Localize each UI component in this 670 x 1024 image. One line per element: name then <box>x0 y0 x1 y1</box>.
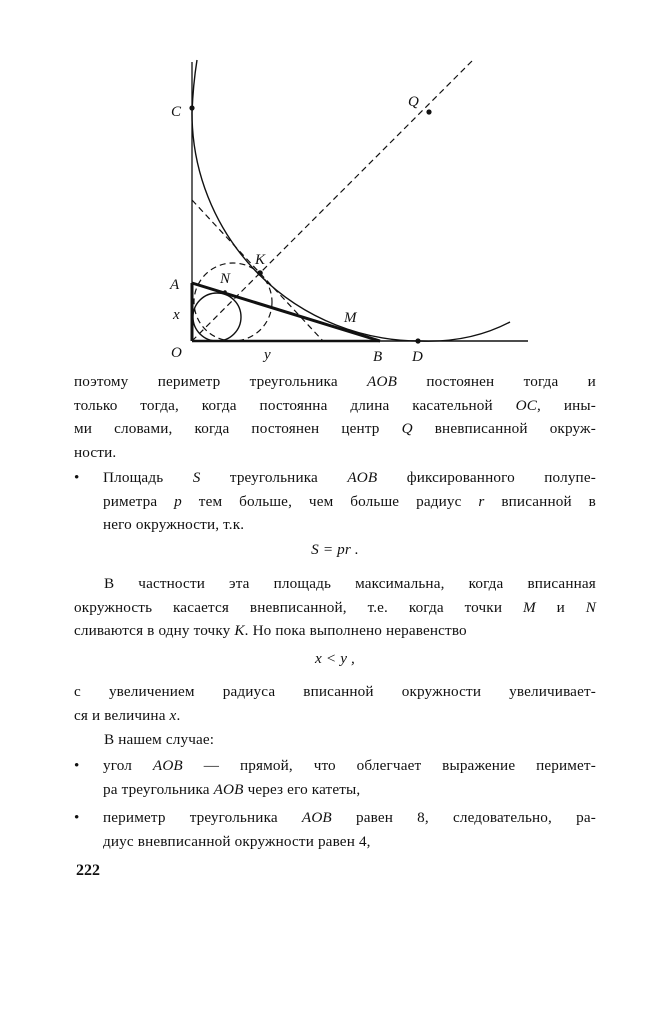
word: — <box>203 757 220 774</box>
word: ра- <box>576 809 596 826</box>
word: риметра <box>103 492 158 510</box>
bullet-item-2 <box>103 754 596 801</box>
word: 8, <box>417 809 429 826</box>
formula-area: S = pr . <box>311 541 359 558</box>
word: равен <box>356 809 394 826</box>
word: M <box>522 598 536 616</box>
word: частности <box>138 575 206 592</box>
word: прямой, <box>239 757 293 774</box>
word: p <box>174 492 182 510</box>
label-O: O <box>171 345 182 361</box>
point-K <box>257 270 263 276</box>
word: OC, <box>515 396 541 414</box>
point-Q <box>426 109 431 114</box>
point-M <box>348 329 351 332</box>
bullet-item-3 <box>103 806 596 853</box>
tangent-dashed-line <box>192 200 323 341</box>
word: следовательно, <box>453 809 553 826</box>
word: треугольника <box>229 469 318 486</box>
word: больше <box>350 492 400 510</box>
word: когда <box>408 598 444 616</box>
word: увеличивает- <box>509 683 596 700</box>
text-line <box>74 417 596 441</box>
text-line <box>74 370 596 394</box>
word: окружность <box>74 598 153 616</box>
word: чем <box>308 492 334 510</box>
word: словами, <box>114 420 173 437</box>
word: постоянна <box>259 396 328 414</box>
label-y: y <box>264 347 271 363</box>
word: тогда, <box>140 396 179 414</box>
geometry-figure <box>0 0 670 370</box>
word: окружности <box>401 683 482 700</box>
text-line: ся и величина x. <box>74 706 181 724</box>
text-line <box>103 490 596 514</box>
word: максимальна, <box>355 575 445 592</box>
word: вписанной <box>501 492 572 510</box>
text-line: ности. <box>74 443 117 461</box>
label-K: K <box>255 252 266 268</box>
bullet-item-1 <box>103 466 596 537</box>
word: что <box>313 757 336 774</box>
label-B: B <box>373 349 383 365</box>
word: треугольника <box>249 373 338 390</box>
paragraph-1 <box>74 370 596 464</box>
word: периметр <box>103 809 166 826</box>
paragraph-4 <box>74 728 596 752</box>
text-line: ра треугольника AOB через его катеты, <box>103 780 361 798</box>
word: больше, <box>239 492 293 510</box>
word: в <box>588 492 596 510</box>
word: вписанной <box>303 683 374 700</box>
word: радиуса <box>222 683 276 700</box>
label-M: M <box>344 310 357 326</box>
word: касается <box>173 598 230 616</box>
bullet-marker: • <box>74 809 80 826</box>
word: площадь <box>273 575 332 592</box>
text-line: сливаются в одну точку K. Но пока выполнено неравенство <box>74 622 467 639</box>
label-A: A <box>170 277 180 293</box>
text-line <box>103 754 596 778</box>
label-C: C <box>171 104 182 120</box>
word: тогда <box>523 373 559 390</box>
word: когда <box>201 396 237 414</box>
word: S <box>192 469 201 486</box>
word: постоянен <box>426 373 495 390</box>
word: В <box>104 575 115 592</box>
text-line: диус вневписанной окружности равен 4, <box>103 832 371 850</box>
point-N <box>223 290 227 294</box>
word: только <box>74 396 118 414</box>
paragraph-2 <box>74 572 596 643</box>
word: с <box>74 683 81 700</box>
point-C <box>189 105 194 110</box>
word: вписанная <box>527 575 596 592</box>
word: облегчает <box>356 757 422 774</box>
word: Q <box>401 420 413 437</box>
word: фиксированного <box>406 469 515 486</box>
text-line <box>103 806 596 830</box>
word: AOB <box>301 809 332 826</box>
point-D <box>415 338 420 343</box>
word: когда <box>468 575 504 592</box>
word: когда <box>194 420 230 437</box>
text-line: В нашем случае: <box>104 731 215 748</box>
word: поэтому <box>74 373 129 390</box>
word: периметр <box>157 373 221 390</box>
word: AOB <box>347 469 378 486</box>
word: полупе- <box>544 469 596 486</box>
paragraph-3 <box>74 680 596 727</box>
word: r <box>478 492 485 510</box>
text-line <box>74 680 596 704</box>
word: центр <box>341 420 380 437</box>
word: радиус <box>416 492 462 510</box>
text-line <box>74 596 596 620</box>
incircle <box>193 293 241 341</box>
text-line <box>103 466 596 490</box>
word: перимет- <box>536 757 596 774</box>
word: AOB <box>367 373 398 390</box>
word: ми <box>74 420 93 437</box>
word: N <box>585 598 596 616</box>
label-D: D <box>412 349 423 365</box>
word: угол <box>103 757 133 774</box>
word: AOB <box>152 757 183 774</box>
word: увеличением <box>108 683 195 700</box>
bullet-marker: • <box>74 757 80 774</box>
word: Площадь <box>103 469 164 486</box>
text-line <box>74 572 596 596</box>
page-number: 222 <box>76 862 100 879</box>
word: и <box>556 598 565 616</box>
word: ины- <box>563 396 596 414</box>
bisector-dashed-line <box>192 61 472 341</box>
word: и <box>587 373 596 390</box>
text-line: него окружности, т.к. <box>103 516 245 533</box>
word: точки <box>464 598 503 616</box>
label-x: x <box>173 307 180 323</box>
word: тем <box>198 492 223 510</box>
word: выражение <box>442 757 516 774</box>
formula-inequality: x < y , <box>315 650 355 667</box>
word: окруж- <box>549 420 596 437</box>
label-N: N <box>220 271 231 287</box>
word: т.е. <box>367 598 389 616</box>
label-Q: Q <box>408 94 419 110</box>
bullet-marker: • <box>74 469 80 486</box>
word: вневписанной <box>434 420 528 437</box>
word: длина <box>350 396 390 414</box>
word: постоянен <box>251 420 320 437</box>
text-line <box>74 394 596 418</box>
word: эта <box>229 575 250 592</box>
word: треугольника <box>189 809 278 826</box>
word: вневписанной, <box>249 598 347 616</box>
word: касательной <box>412 396 493 414</box>
